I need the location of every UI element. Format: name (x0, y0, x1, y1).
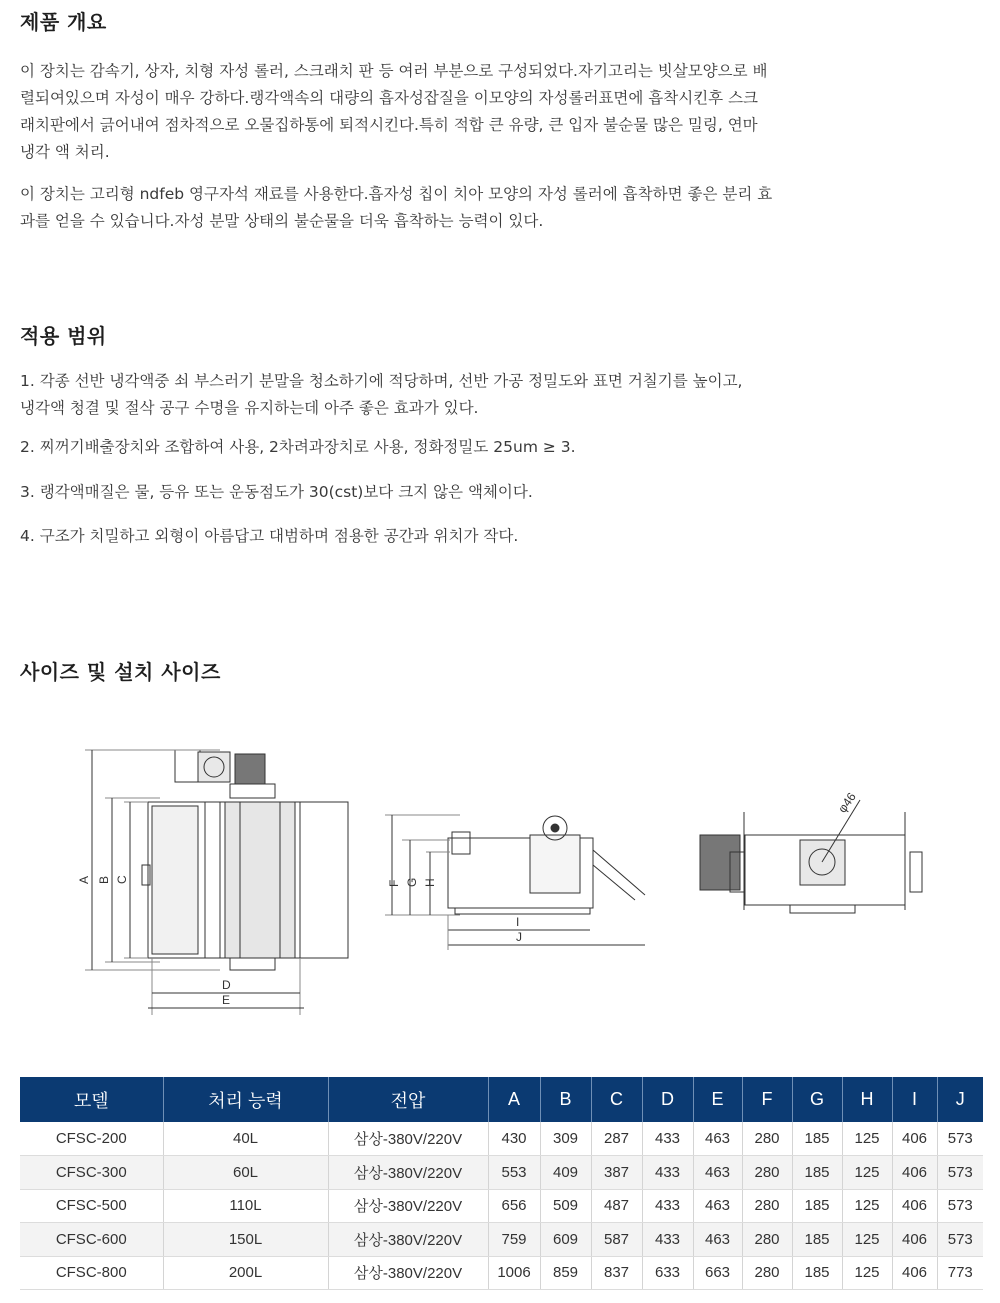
table-cell: 509 (540, 1189, 591, 1223)
overview-title: 제품 개요 (20, 10, 107, 34)
table-cell: 433 (642, 1223, 693, 1257)
text-line: 3. 랭각액매질은 물, 등유 또는 운동점도가 30(cst)보다 크지 않은 액체이다. (20, 483, 533, 501)
table-row (20, 1223, 983, 1257)
col-header-h: H (842, 1077, 892, 1122)
table-cell: 309 (540, 1122, 591, 1156)
application-item-3 (20, 479, 900, 506)
table-cell: 280 (742, 1189, 792, 1223)
col-header-a: A (488, 1077, 540, 1122)
table-cell: 406 (892, 1223, 937, 1257)
text-line: 이 장치는 감속기, 상자, 치형 자성 롤러, 스크래치 판 등 여러 부분으로 구성되었다.자기고리는 빗살모양으로 배 (20, 62, 768, 80)
dim-label-e: E (222, 993, 231, 1007)
table-cell: 573 (937, 1189, 983, 1223)
table-cell: 삼상-380V/220V (328, 1156, 488, 1190)
dim-label-i: I (516, 915, 520, 929)
table-cell: 125 (842, 1223, 892, 1257)
table-cell: 280 (742, 1156, 792, 1190)
table-cell: 1006 (488, 1256, 540, 1290)
col-header-j: J (937, 1077, 983, 1122)
table-cell: 463 (693, 1189, 742, 1223)
table-cell: 삼상-380V/220V (328, 1122, 488, 1156)
overview-paragraph-2 (20, 181, 900, 235)
table-cell: 609 (540, 1223, 591, 1257)
table-cell: 287 (591, 1122, 642, 1156)
table-cell: 409 (540, 1156, 591, 1190)
table-cell: 406 (892, 1156, 937, 1190)
table-cell: CFSC-600 (20, 1223, 163, 1257)
col-header-c: C (591, 1077, 642, 1122)
table-row (20, 1122, 983, 1156)
col-header-d: D (642, 1077, 693, 1122)
table-cell: 185 (792, 1223, 842, 1257)
application-title: 적용 범위 (20, 324, 107, 348)
table-cell: 125 (842, 1122, 892, 1156)
table-cell: 280 (742, 1122, 792, 1156)
end-view (700, 790, 922, 913)
table-cell: 185 (792, 1122, 842, 1156)
table-cell: CFSC-500 (20, 1189, 163, 1223)
table-cell: 487 (591, 1189, 642, 1223)
table-cell: 573 (937, 1122, 983, 1156)
application-item-4 (20, 523, 900, 550)
table-cell: 280 (742, 1256, 792, 1290)
table-cell: 삼상-380V/220V (328, 1256, 488, 1290)
dim-label-g: G (405, 877, 419, 887)
col-header-b: B (540, 1077, 591, 1122)
dim-label-c: C (115, 875, 129, 884)
table-row (20, 1156, 983, 1190)
table-cell: 663 (693, 1256, 742, 1290)
table-cell: 553 (488, 1156, 540, 1190)
size-title: 사이즈 및 설치 사이즈 (20, 660, 221, 684)
col-header-model: 모델 (20, 1077, 163, 1122)
table-cell: 125 (842, 1189, 892, 1223)
table-header-row (20, 1077, 983, 1122)
dim-label-f: F (387, 879, 401, 887)
front-view (77, 750, 348, 1015)
application-item-2 (20, 434, 900, 461)
table-cell: 185 (792, 1256, 842, 1290)
table-cell: 759 (488, 1223, 540, 1257)
dim-label-d: D (222, 978, 231, 992)
table-cell: 463 (693, 1223, 742, 1257)
overview-paragraph-1 (20, 58, 900, 166)
text-line: 냉각액 청결 및 절삭 공구 수명을 유지하는데 아주 좋은 효과가 있다. (20, 399, 479, 417)
table-cell: 185 (792, 1156, 842, 1190)
col-header-f: F (742, 1077, 792, 1122)
col-header-g: G (792, 1077, 842, 1122)
table-cell: 406 (892, 1256, 937, 1290)
table-cell: 433 (642, 1156, 693, 1190)
table-cell: CFSC-800 (20, 1256, 163, 1290)
table-cell: 280 (742, 1223, 792, 1257)
text-line: 4. 구조가 치밀하고 외형이 아름답고 대범하며 점용한 공간과 위치가 작다. (20, 527, 519, 545)
table-cell: 125 (842, 1156, 892, 1190)
table-cell: 433 (642, 1189, 693, 1223)
table-cell: 200L (163, 1256, 328, 1290)
table-cell: 433 (642, 1122, 693, 1156)
dim-label-a: A (77, 875, 91, 884)
table-cell: 837 (591, 1256, 642, 1290)
table-cell: 633 (642, 1256, 693, 1290)
dim-label-h: H (423, 878, 437, 887)
table-cell: 삼상-380V/220V (328, 1189, 488, 1223)
text-line: 과를 얻을 수 있습니다.자성 분말 상태의 불순물을 더욱 흡착하는 능력이 있다. (20, 212, 544, 230)
table-row (20, 1256, 983, 1290)
col-header-e: E (693, 1077, 742, 1122)
table-cell: 859 (540, 1256, 591, 1290)
text-line: 냉각 액 처리. (20, 143, 110, 161)
dim-label-j: J (516, 930, 522, 944)
dim-label-phi46: φ46 (835, 790, 859, 816)
side-view (385, 815, 645, 950)
table-cell: 150L (163, 1223, 328, 1257)
col-header-i: I (892, 1077, 937, 1122)
table-cell: 463 (693, 1122, 742, 1156)
table-cell: 573 (937, 1223, 983, 1257)
table-cell: 387 (591, 1156, 642, 1190)
table-cell: 463 (693, 1156, 742, 1190)
text-line: 렬되여있으며 자성이 매우 강하다.랭각액속의 대량의 흡자성잡질을 이모양의 자성롤러표면에 흡착시킨후 스크 (20, 89, 759, 107)
table-cell: 125 (842, 1256, 892, 1290)
table-cell: CFSC-300 (20, 1156, 163, 1190)
text-line: 이 장치는 고리형 ndfeb 영구자석 재료를 사용한다.흡자성 칩이 치아 모양의 자성 롤러에 흡착하면 좋은 분리 효 (20, 185, 773, 203)
spec-table (20, 1077, 983, 1290)
text-line: 1. 각종 선반 냉각액중 쇠 부스러기 분말을 청소하기에 적당하며, 선반 가공 정밀도와 표면 거칠기를 높이고, (20, 372, 743, 390)
table-cell: 573 (937, 1156, 983, 1190)
application-item-1 (20, 368, 900, 422)
dim-label-b: B (97, 875, 111, 884)
table-cell: 110L (163, 1189, 328, 1223)
table-cell: 406 (892, 1189, 937, 1223)
table-cell: 773 (937, 1256, 983, 1290)
col-header-capacity: 처리 능력 (163, 1077, 328, 1122)
table-cell: 185 (792, 1189, 842, 1223)
table-cell: 40L (163, 1122, 328, 1156)
text-line: 2. 찌꺼기배출장치와 조합하여 사용, 2차려과장치로 사용, 정화정밀도 25um ≥ 3. (20, 438, 576, 456)
dimension-diagram (60, 740, 940, 1030)
table-cell: 406 (892, 1122, 937, 1156)
col-header-voltage: 전압 (328, 1077, 488, 1122)
table-cell: 삼상-380V/220V (328, 1223, 488, 1257)
table-cell: 587 (591, 1223, 642, 1257)
table-cell: 656 (488, 1189, 540, 1223)
table-cell: CFSC-200 (20, 1122, 163, 1156)
table-row (20, 1189, 983, 1223)
table-cell: 430 (488, 1122, 540, 1156)
text-line: 래치판에서 긁어내여 점차적으로 오물집하통에 퇴적시킨다.특히 적합 큰 유량, 큰 입자 불순물 많은 밀링, 연마 (20, 116, 758, 134)
table-cell: 60L (163, 1156, 328, 1190)
